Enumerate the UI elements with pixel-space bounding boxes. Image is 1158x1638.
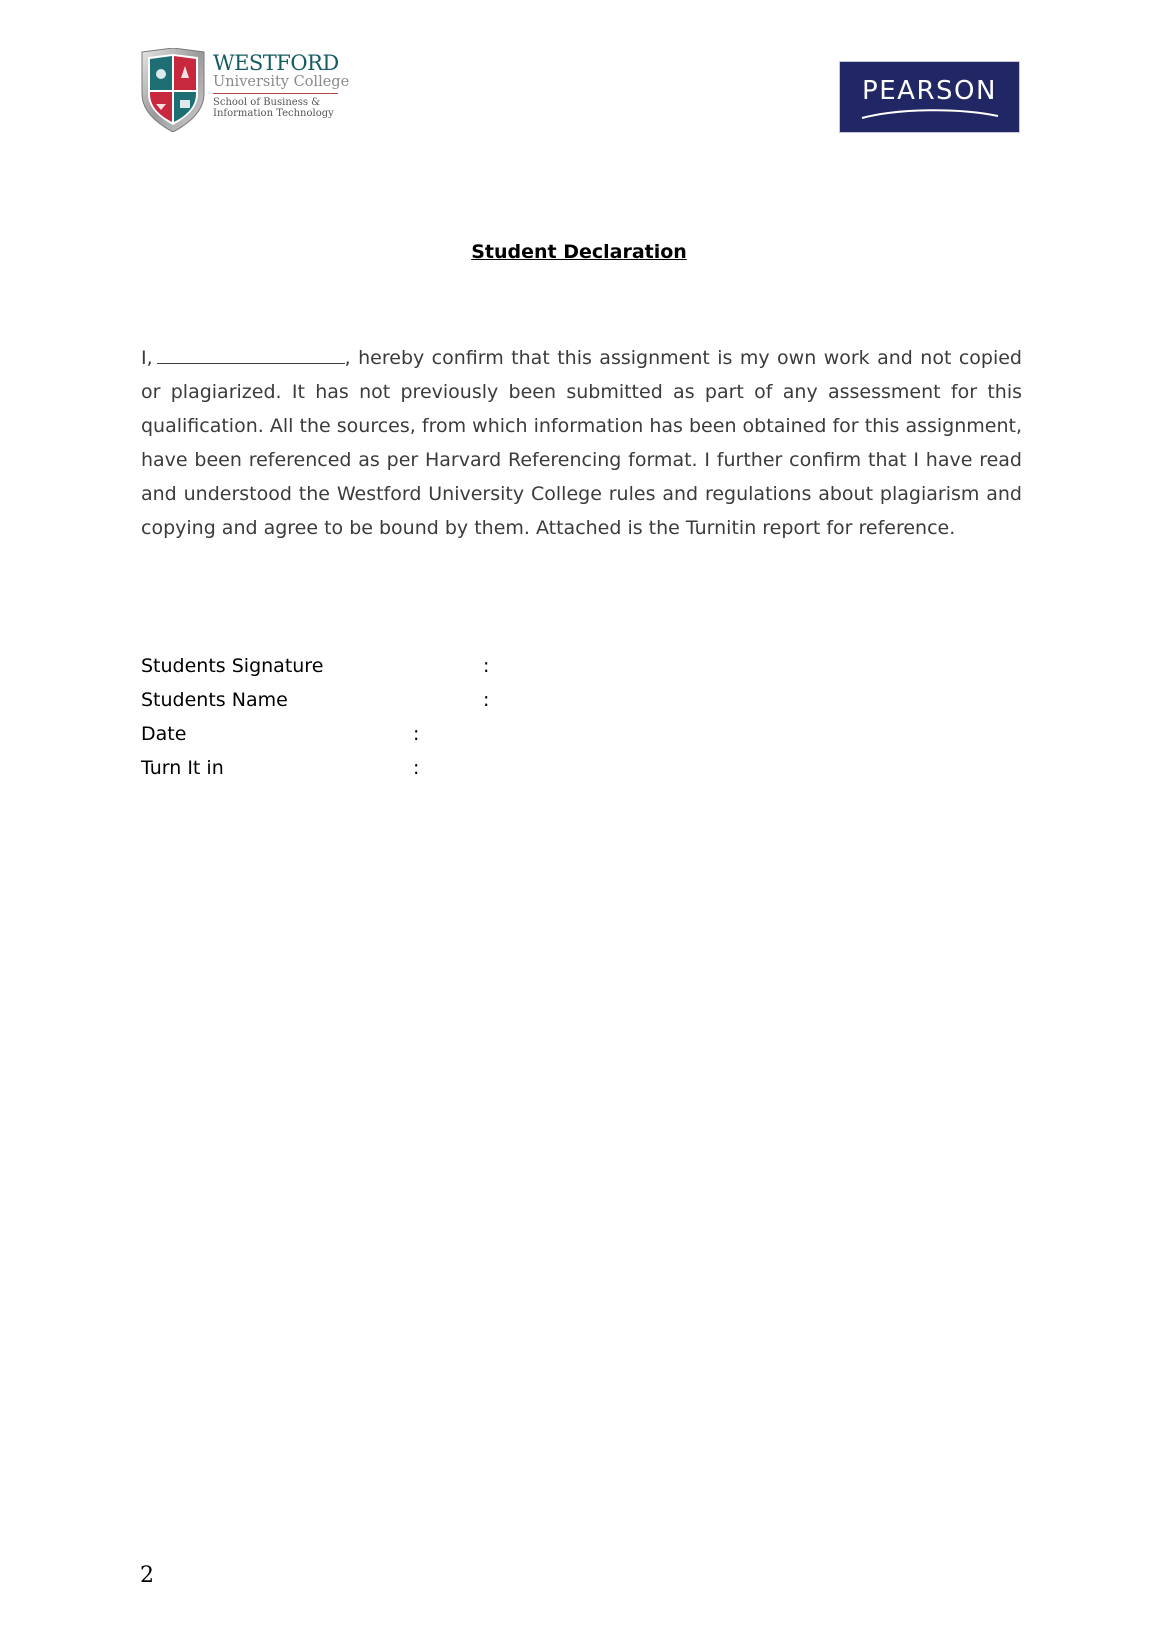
declaration-paragraph xyxy=(141,341,1022,545)
westford-shield-icon xyxy=(140,48,206,132)
field-colon: : xyxy=(483,655,490,677)
declaration-text: , hereby confirm that this assignment is my own work and not copied or plagiarized. It has not previously been submitted as part of any assessment for this qualification. All the sources, from which information has been obtained for this assignment, have been referenced as per Harvard Referencing format. I further confirm that I have read and understood the Westford University College rules and regulations about plagiarism and copying and agree to be bound by them. Attached is the Turnitin report for reference. xyxy=(141,347,1022,539)
field-label-name: Students Name xyxy=(141,689,288,711)
pearson-wordmark: PEARSON xyxy=(862,76,997,106)
page-number: 2 xyxy=(140,1563,154,1588)
westford-wordmark xyxy=(213,51,350,119)
westford-logo xyxy=(140,48,350,133)
westford-name: WESTFORD xyxy=(213,51,339,75)
pearson-swoosh-icon xyxy=(860,108,1000,120)
field-label-turnitin: Turn It in xyxy=(141,757,224,779)
field-colon: : xyxy=(413,723,420,745)
declaration-prefix: I, xyxy=(141,347,153,369)
westford-subtitle: University College xyxy=(213,74,338,94)
field-colon: : xyxy=(483,689,490,711)
page-title: Student Declaration xyxy=(471,241,687,263)
pearson-logo xyxy=(840,62,1019,132)
field-row-date xyxy=(141,717,741,751)
field-row-signature xyxy=(141,649,741,683)
declaration-fields xyxy=(141,649,741,785)
field-row-name xyxy=(141,683,741,717)
name-blank-line xyxy=(157,347,345,364)
field-row-turnitin xyxy=(141,751,741,785)
field-colon: : xyxy=(413,757,420,779)
westford-school-line2: Information Technology xyxy=(213,108,334,119)
field-label-date: Date xyxy=(141,723,187,745)
field-label-signature: Students Signature xyxy=(141,655,324,677)
westford-school-line1: School of Business & xyxy=(213,97,321,108)
